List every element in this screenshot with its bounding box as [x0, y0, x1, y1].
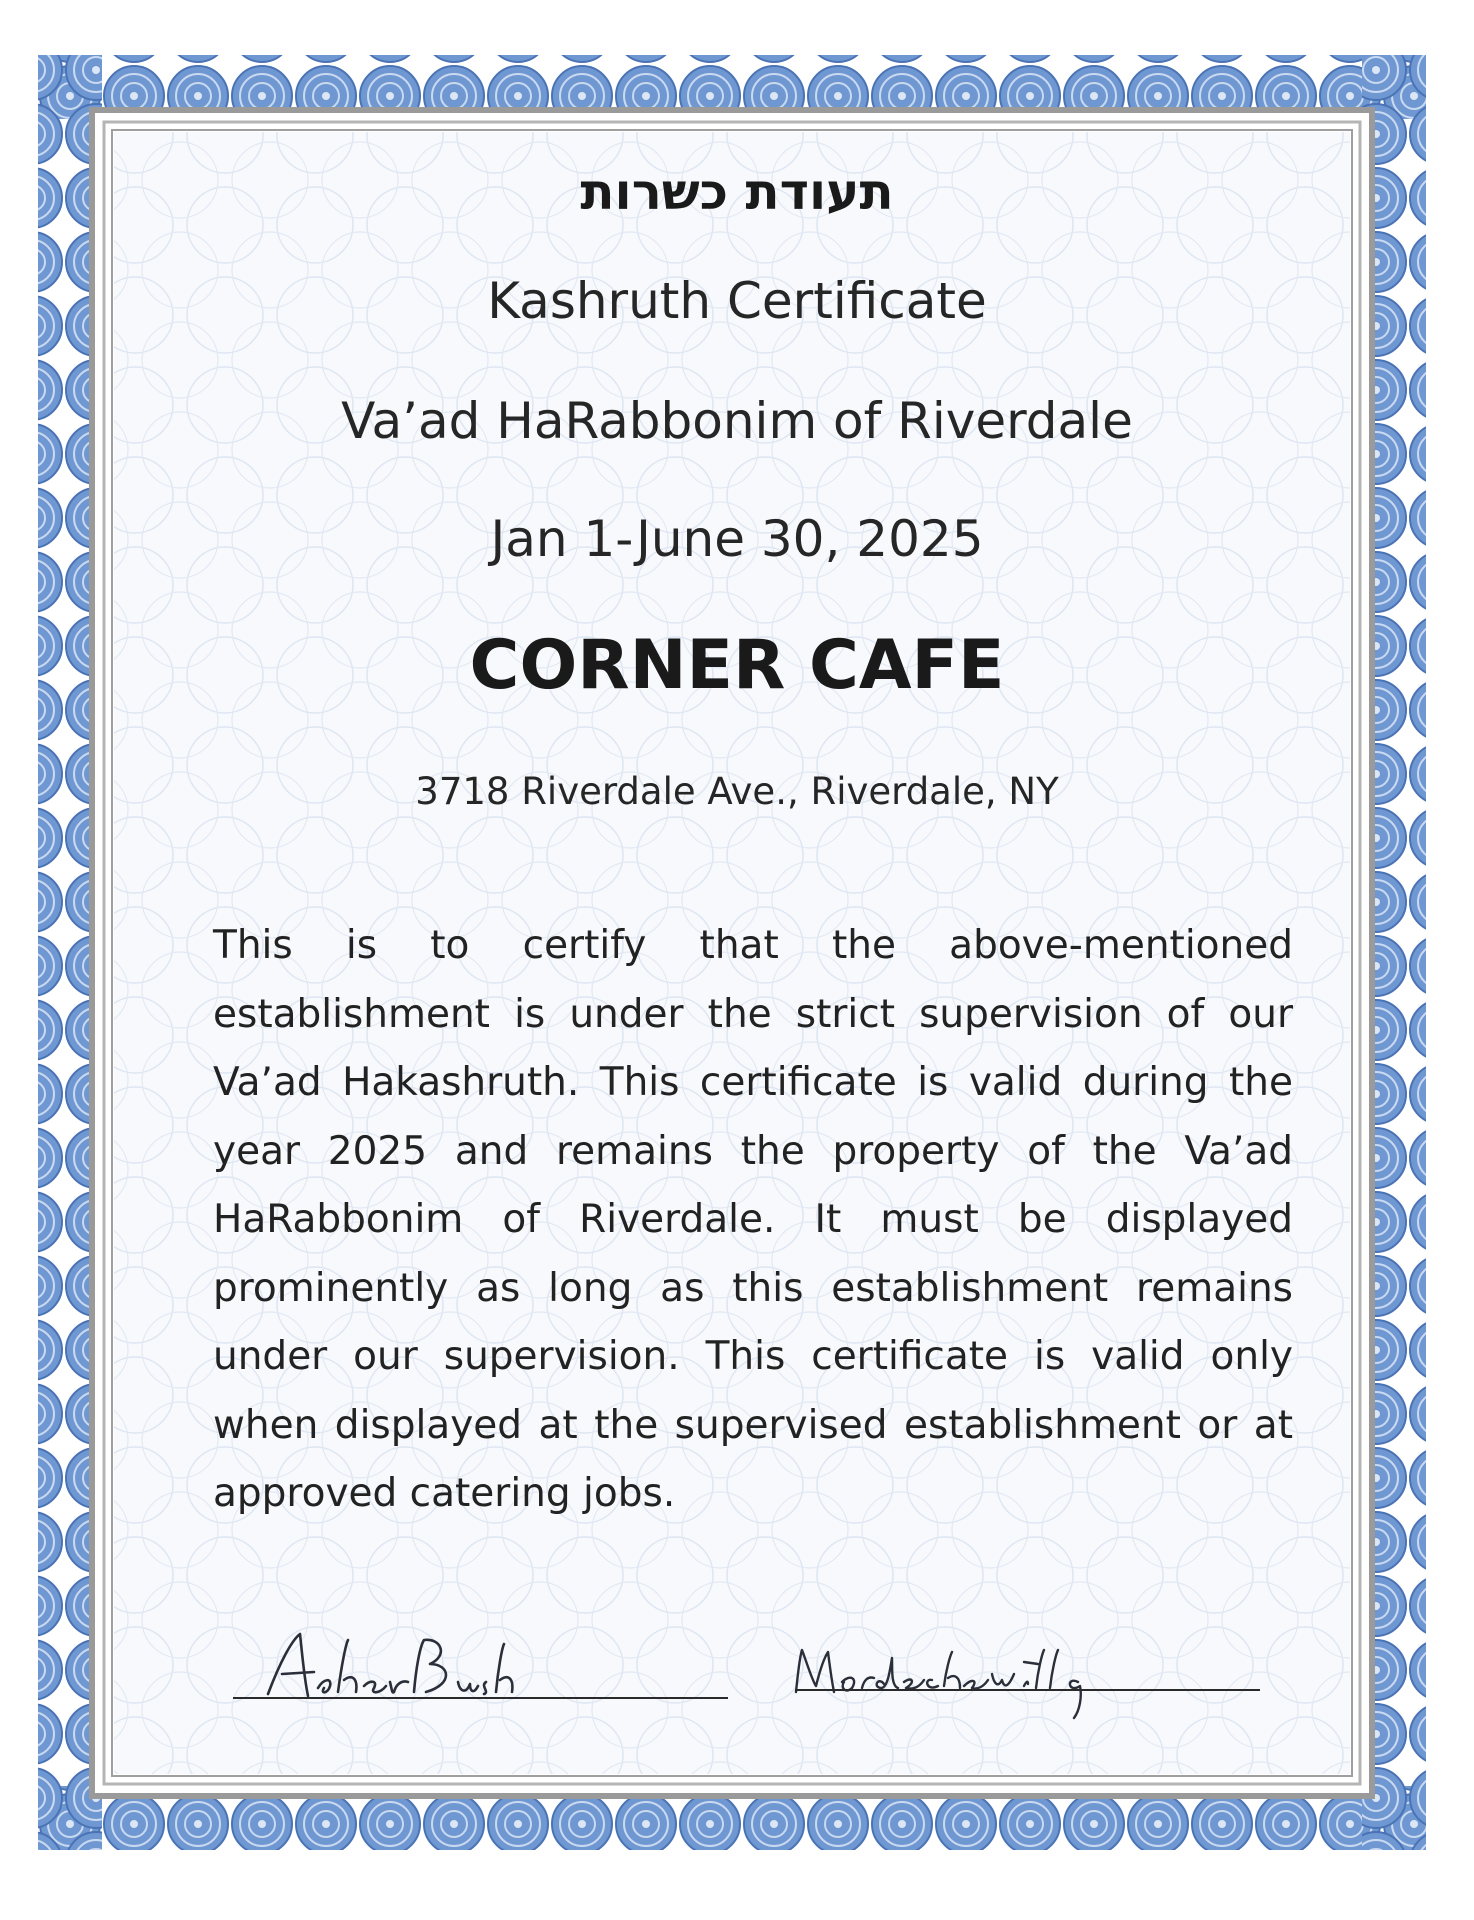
signature-line-right	[795, 1689, 1260, 1691]
establishment-name: CORNER CAFE	[469, 626, 1005, 705]
validity-dates: Jan 1-June 30, 2025	[490, 510, 984, 568]
establishment-address: 3718 Riverdale Ave., Riverdale, NY	[415, 770, 1059, 813]
signature-right	[788, 1630, 1168, 1720]
organization-name: Va’ad HaRabbonim of Riverdale	[341, 392, 1133, 450]
certificate-title: Kashruth Certificate	[487, 272, 987, 330]
signature-line-left	[233, 1697, 728, 1699]
hebrew-title: תעודת כשרות	[580, 163, 894, 221]
certification-statement: This is to certify that the above-mentioned establishment is under the strict supervision of our Va’ad Hakashruth. This certificate is valid during the year 2025 and remains the property of the Va’ad HaRabbonim of Riverdale. It must be displayed prominently as long as this establishment remains under our supervision. This certificate is valid only when displayed at the supervised establishment or at approved catering jobs.	[213, 923, 1293, 1516]
